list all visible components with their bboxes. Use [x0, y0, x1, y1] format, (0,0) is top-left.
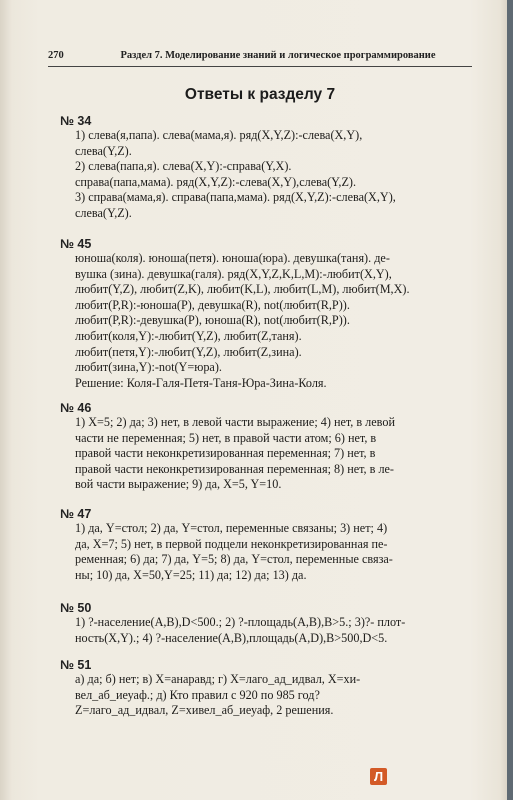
answer-number: № 51	[60, 658, 92, 672]
answer-line: ременная; 6) да; 7) да, Y=5; 8) да, Y=стол, переменные связа-	[75, 552, 393, 567]
answer-line: любит(зина,Y):-not(Y=юра).	[75, 360, 222, 375]
page-header	[48, 50, 472, 61]
page-edge-strip	[507, 0, 513, 800]
answer-line: любит(P,R):-девушка(P), юноша(R), not(любит(R,P)).	[75, 313, 350, 328]
answer-line: вой части выражение; 9) да, X=5, Y=10.	[75, 477, 282, 492]
answer-number: № 47	[60, 507, 92, 521]
answer-line: правой части неконкретизированная переменная; 7) нет, в	[75, 446, 376, 461]
section-title: Ответы к разделу 7	[184, 86, 336, 103]
answer-line: любит(коля,Y):-любит(Y,Z), любит(Z,таня).	[75, 328, 302, 343]
answer-line: правой части неконкретизированная переменная; 8) нет, в ле-	[75, 461, 394, 476]
answer-line: ны; 10) да, X=50,Y=25; 11) да; 12) да; 13) да.	[75, 567, 307, 582]
answer-line: любит(Y,Z), любит(Z,K), любит(K,L), любит(L,M), любит(M,X).	[75, 282, 410, 297]
answer-line: 1) слева(я,папа). слева(мама,я). ряд(X,Y,Z):-слева(X,Y),	[75, 128, 363, 142]
answer-text	[60, 415, 470, 493]
answer-number: № 46	[60, 401, 92, 415]
answer-51	[60, 657, 470, 719]
answer-line: 1) X=5; 2) да; 3) нет, в левой части выражение; 4) нет, в левой	[75, 415, 395, 429]
answer-line: любит(P,R):-юноша(P), девушка(R), not(любит(R,P)).	[75, 297, 350, 312]
answer-text	[60, 672, 470, 719]
answer-line: справа(папа,мама). ряд(X,Y,Z):-слева(X,Y),слева(Y,Z).	[75, 174, 357, 189]
answer-line: части не переменная; 5) нет, в правой части атом; 6) нет, в	[75, 430, 377, 445]
answer-line: Решение: Коля-Галя-Петя-Таня-Юра-Зина-Коля.	[75, 375, 327, 390]
answer-47	[60, 506, 470, 583]
page-number: 270	[48, 50, 64, 61]
answer-text	[60, 615, 470, 646]
answer-line: а) да; б) нет; в) X=анаравд; г) X=лаго_ад_идвал, X=хи-	[75, 672, 361, 686]
answer-text	[60, 128, 470, 222]
answer-number: № 34	[60, 114, 92, 128]
answer-34	[60, 113, 470, 222]
answer-number: № 50	[60, 601, 92, 615]
answer-46	[60, 400, 470, 493]
answer-line: Z=лаго_ад_идвал, Z=хивел_аб_иеуаф, 2 решения.	[75, 703, 334, 718]
publisher-logo-icon: Л	[370, 768, 387, 785]
answer-line: слева(Y,Z).	[75, 143, 132, 158]
answer-line: 2) слева(папа,я). слева(X,Y):-справа(Y,X).	[75, 159, 292, 174]
answer-45	[60, 236, 470, 391]
header-divider	[48, 66, 472, 67]
answer-line: ность(X,Y).; 4) ?-население(A,B),площадь(A,D),B>500,D<5.	[75, 630, 388, 645]
answer-line: юноша(коля). юноша(петя). юноша(юра). девушка(таня). де-	[75, 251, 390, 265]
answer-line: вел_аб_иеуаф.; д) Кто правил с 920 по 985 год?	[75, 687, 320, 702]
answer-50	[60, 600, 470, 646]
answer-line: 1) да, Y=стол; 2) да, Y=стол, переменные связаны; 3) нет; 4)	[75, 521, 388, 535]
running-title: Раздел 7. Моделирование знаний и логическое программирование	[120, 50, 436, 61]
answer-line: да, X=7; 5) нет, в первой подцели неконкретизированная пе-	[75, 536, 388, 551]
answer-line: любит(петя,Y):-любит(Y,Z), любит(Z,зина).	[75, 344, 302, 359]
answer-line: 1) ?-население(A,B),D<500.; 2) ?-площадь(A,B),B>5.; 3)?- плот-	[75, 615, 406, 629]
answer-line: вушка (зина). девушка(галя). ряд(X,Y,Z,K,L,M):-любит(X,Y),	[75, 266, 392, 281]
answer-line: слева(Y,Z).	[75, 205, 132, 220]
answer-text	[60, 251, 470, 391]
answer-text	[60, 521, 470, 583]
answer-number: № 45	[60, 237, 92, 251]
answer-line: 3) справа(мама,я). справа(папа,мама). ряд(X,Y,Z):-слева(X,Y),	[75, 190, 396, 205]
